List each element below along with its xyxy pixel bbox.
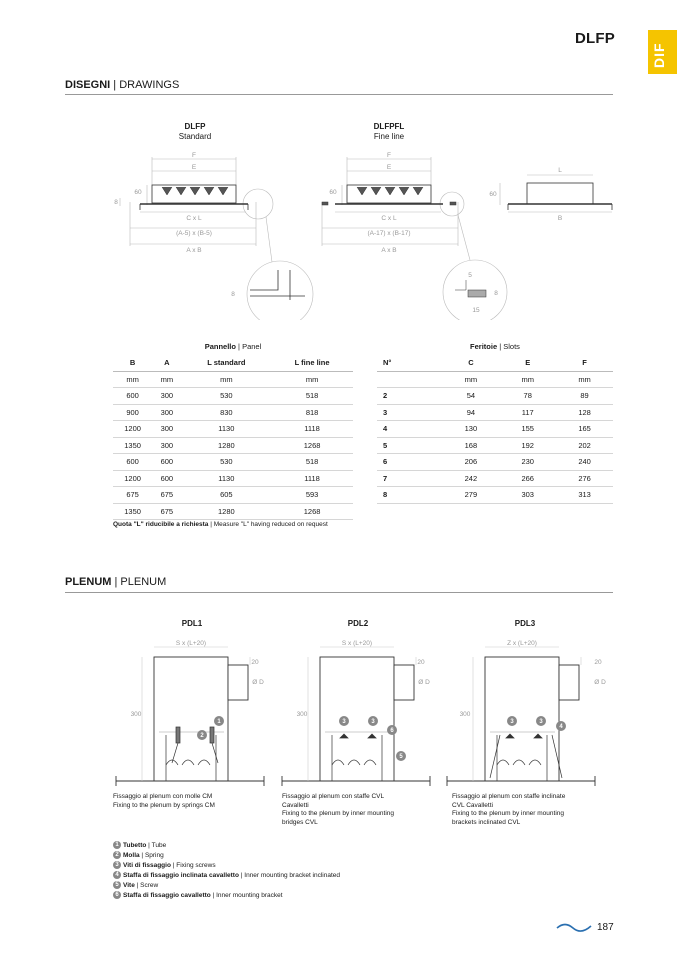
table-row: 600 600 530 518 [113, 454, 353, 471]
dim-pdl1-height: 300 [130, 711, 142, 718]
model-label-dlfpfl: DLFPFL Fine line [373, 122, 405, 141]
drawings-divider [65, 94, 613, 95]
dim-cxl-dlfp: C x L [186, 215, 202, 222]
dim-60-side: 60 [489, 191, 497, 198]
slots-table-header: N° C E F [377, 355, 613, 371]
callout-3b: 3 [371, 719, 375, 725]
measure-note: Quota "L" riducibile a richiesta | Measure "L" having reduced on request [113, 521, 328, 528]
panel-table-units: mm mm mm mm [113, 371, 353, 388]
dim-60-dlfpfl: 60 [329, 189, 337, 196]
dim-axb-dlfpfl: A x B [381, 247, 397, 254]
table-row: 1200 300 1130 1118 [113, 421, 353, 438]
dim-f-dlfpfl: F [387, 152, 391, 159]
drawings-heading: DISEGNI | DRAWINGS [65, 79, 180, 91]
page-number: 187 [597, 922, 614, 933]
dim-8-dlfp: 8 [114, 199, 118, 206]
panel-table-title: Pannello | Panel [204, 342, 262, 351]
callout-3c: 3 [510, 719, 514, 725]
pdl2-title: PDL2 [347, 619, 369, 628]
dim-a5b5: (A-5) x (B-5) [176, 230, 212, 237]
dim-pdl2-height: 300 [296, 711, 308, 718]
panel-table [113, 355, 353, 520]
section-tab-label: DIF [651, 42, 667, 68]
callout-2: 2 [200, 733, 204, 739]
table-row: 6 206 230 240 [377, 454, 613, 471]
pdl1-title: PDL1 [181, 619, 203, 628]
table-row: 600 300 530 518 [113, 388, 353, 405]
slots-table [377, 355, 613, 504]
callout-4: 4 [559, 724, 563, 730]
dim-cxl-dlfpfl: C x L [381, 215, 397, 222]
dim-5-detail2: 5 [468, 272, 472, 279]
slots-table-units: mm mm mm [377, 371, 613, 388]
table-row: 7 242 266 276 [377, 470, 613, 487]
dim-a17b17: (A-17) x (B-17) [367, 230, 411, 237]
plenum-heading: PLENUM | PLENUM [65, 576, 167, 588]
dim-pdl2-d: Ø D [418, 679, 430, 686]
callout-1: 1 [217, 719, 221, 725]
legend-item: 5 Vite | Screw [113, 880, 340, 890]
dim-e-dlfpfl: E [386, 164, 392, 171]
dim-pdl1-20: 20 [251, 659, 259, 666]
table-row: 5 168 192 202 [377, 437, 613, 454]
section-tab [648, 30, 677, 74]
panel-table-header: B A L standard L fine line [113, 355, 353, 371]
table-row: 2 54 78 89 [377, 388, 613, 405]
dim-15-detail2: 15 [472, 307, 480, 314]
callout-3a: 3 [342, 719, 346, 725]
dim-f-dlfp: F [192, 152, 196, 159]
table-row: 3 94 117 128 [377, 404, 613, 421]
dim-pdl3-d: Ø D [594, 679, 606, 686]
callout-5: 5 [399, 754, 403, 760]
dim-pdl3-width: Z x (L+20) [507, 640, 537, 647]
callout-6: 6 [390, 728, 394, 734]
legend [113, 840, 340, 900]
legend-item: 6 Staffa di fissaggio cavalletto | Inner mounting bracket [113, 890, 340, 900]
table-row: 1350 300 1280 1268 [113, 437, 353, 454]
dim-l: L [558, 167, 562, 174]
legend-item: 2 Molla | Spring [113, 850, 340, 860]
table-row: 4 130 155 165 [377, 421, 613, 438]
pdl2-description: Fissaggio al plenum con staffe CVL Cavalletti Fixing to the plenum by inner mounting bridges CVL [282, 793, 395, 826]
dim-60-dlfp: 60 [134, 189, 142, 196]
dim-pdl3-20: 20 [594, 659, 602, 666]
dim-e-dlfp: E [191, 164, 197, 171]
table-row: 675 675 605 593 [113, 487, 353, 504]
plenum-divider [65, 592, 613, 593]
plenum-drawings [0, 630, 677, 790]
table-row: 8 279 303 313 [377, 487, 613, 504]
page-title: DLFP [575, 30, 615, 47]
slots-table-title: Feritoie | Slots [470, 342, 520, 351]
brand-wave-icon [556, 920, 592, 932]
legend-item: 1 Tubetto | Tube [113, 840, 340, 850]
dim-b: B [557, 215, 563, 222]
pdl3-title: PDL3 [514, 619, 536, 628]
technical-drawings [0, 140, 677, 320]
table-row: 1350 675 1280 1268 [113, 503, 353, 520]
dim-pdl3-height: 300 [459, 711, 471, 718]
table-row: 1200 600 1130 1118 [113, 470, 353, 487]
legend-item: 3 Viti di fissaggio | Fixing screws [113, 860, 340, 870]
dim-8-detail1: 8 [231, 291, 235, 298]
dim-8-detail2: 8 [494, 290, 498, 297]
dim-axb-dlfp: A x B [186, 247, 202, 254]
dim-pdl2-20: 20 [417, 659, 425, 666]
dim-pdl1-d: Ø D [252, 679, 264, 686]
pdl1-description: Fissaggio al plenum con molle CM Fixing to the plenum by springs CM [113, 793, 215, 809]
dim-pdl1-width: S x (L+20) [175, 640, 207, 647]
table-row: 900 300 830 818 [113, 404, 353, 421]
legend-item: 4 Staffa di fissaggio inclinata cavalletto | Inner mounting bracket inclinated [113, 870, 340, 880]
pdl3-description: Fissaggio al plenum con staffe inclinate CVL Cavalletti Fixing to the plenum by inner mounting brackets inclinated CVL [452, 793, 566, 826]
callout-3d: 3 [539, 719, 543, 725]
dim-pdl2-width: S x (L+20) [341, 640, 373, 647]
model-label-dlfp: DLFP Standard [178, 122, 212, 141]
